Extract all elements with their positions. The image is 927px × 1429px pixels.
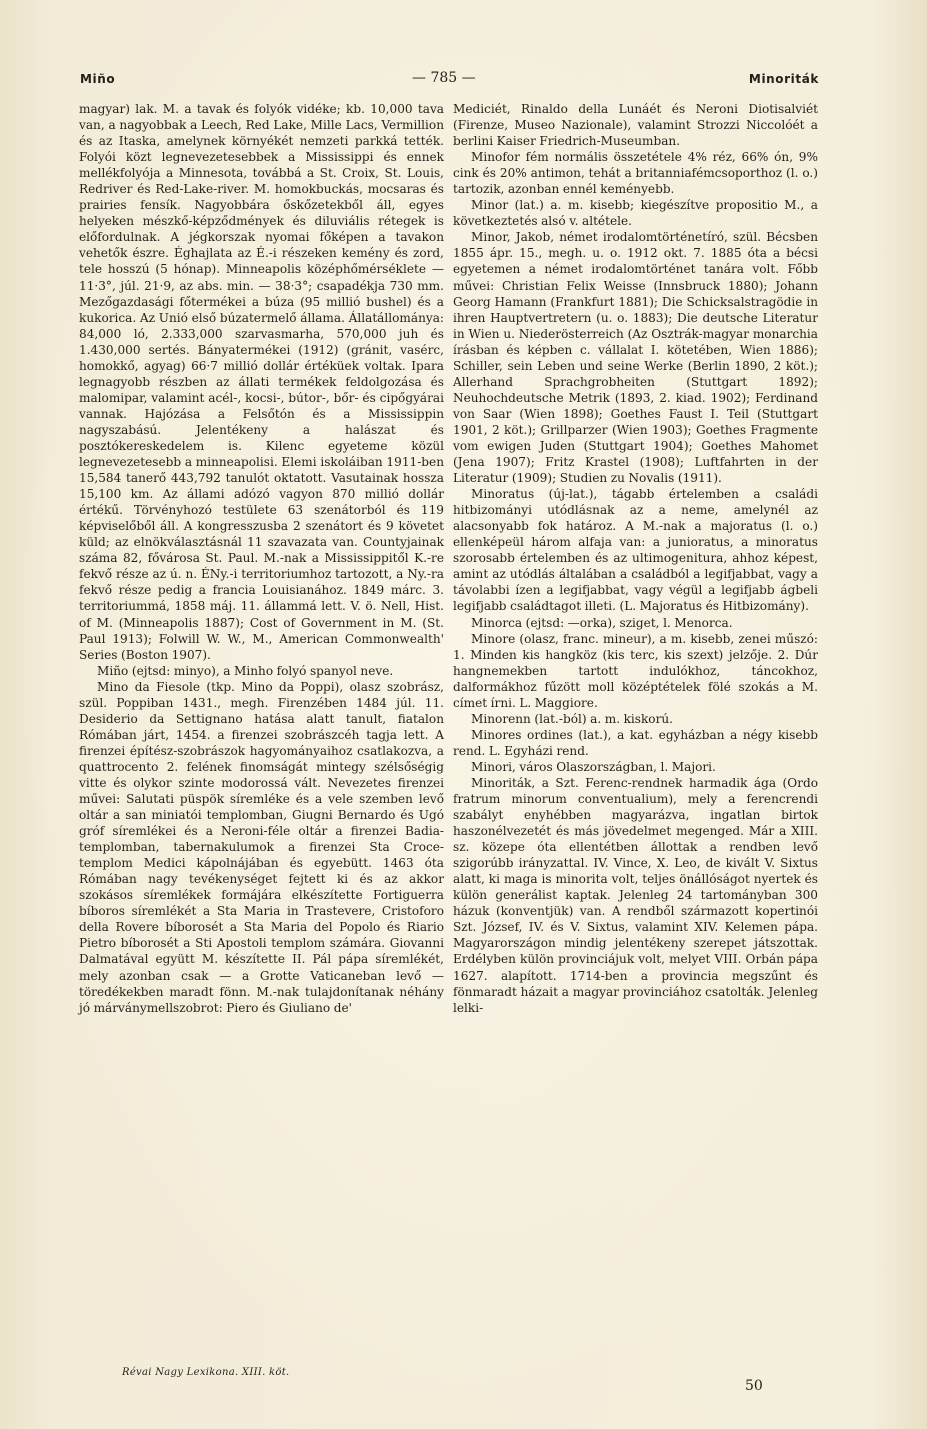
right-column bbox=[453, 101, 818, 1016]
left-column bbox=[79, 101, 444, 1016]
entry-mino: Miño (ejtsd: minyo), a Minho folyó spanyol neve. bbox=[97, 663, 394, 678]
entry-mino-da-fiesole-continued: Mediciét, Rinaldo della Lunáét és Neroni Diotisalviét (Firenze, Museo Nazionale), valamint Strozzi Niccolóét a berlini Kaiser Friedrich-Museumban. bbox=[453, 102, 818, 149]
header-left-guideword: Miño bbox=[80, 72, 116, 86]
entry-minori: Minori, város Olaszországban, l. Majori. bbox=[471, 759, 716, 774]
header-right-guideword: Minoriták bbox=[748, 72, 819, 86]
entry-minofor: Minofor fém normális összetétele 4% réz, 66% ón, 9% cink és 20% antimon, tehát a britanniafémcsoporthoz (l. o.) tartozik, azonban ennél keményebb. bbox=[453, 150, 818, 197]
entry-minorenn: Minorenn (lat.-ból) a. m. kiskorú. bbox=[471, 711, 674, 726]
page-number: — 785 — bbox=[412, 70, 476, 86]
entry-minoratus: Minoratus (új-lat.), tágabb értelemben a családi hitbizományi utódlásnak az a neme, amelynél az alacsonyabb fok határoz. A M.-nak a majoratus (l. o.) ellenképeül három alfaja van: a junioratus, a minoratus szorosabb értelemben és az ultimogenitura, ahhoz képest, amint az utódlás általában a családból a legifjabbat, vagy a távolabbi ízen a legifjabbat, vagy végül a legifjabb ágbeli legifjabb családtagot illeti. (L. Majoratus és Hitbizomány). bbox=[453, 487, 818, 614]
entry-minorca: Minorca (ejtsd: —orka), sziget, l. Menorca. bbox=[471, 615, 733, 630]
footer-imprint: Révai Nagy Lexikona. XIII. köt. bbox=[122, 1367, 290, 1378]
signature-mark: 50 bbox=[745, 1378, 763, 1394]
entry-minores-ordines: Minores ordines (lat.), a kat. egyházban a négy kisebb rend. L. Egyházi rend. bbox=[453, 727, 818, 758]
entry-minore: Minore (olasz, franc. mineur), a m. kisebb, zenei műszó: 1. Minden kis hangköz (kis terc, kis szext) jelzője. 2. Dúr hangnemekben tartott indulókhoz, táncokhoz, dalformákhoz fűzött moll középtételek fölé szokás a M. címet írni. L. Maggiore. bbox=[453, 631, 818, 710]
entry-minoritak: Minoriták, a Szt. Ferenc-rendnek harmadik ága (Ordo fratrum minorum conventualium), mely a ferencrendi szabályt enyhébben magyarázva, ingatlan birtok haszonélvezetét és más jövedelmet megenged. Már a XIII. sz. közepe óta ellentétben állottak a rendben levő szigorúbb irányzattal. IV. Vince, X. Leo, de kivált V. Sixtus alatt, ki maga is minorita volt, teljes önállóságot nyertek és külön generálist kaptak. Jelenleg 24 tartományban 300 házuk (konventjük) van. A rendből származott kopertinói Szt. József, IV. és V. Sixtus, valamint XIV. Kelemen pápa. Magyarországon mindig jelentékeny szerepet játszottak. Erdélyben külön provinciájuk volt, melyet VIII. Orbán pápa 1627. alapított. 1714-ben a provincia megszűnt és fönmaradt házait a magyar provinciához csatolták. Jelenleg lelki- bbox=[453, 775, 818, 1015]
running-header bbox=[80, 70, 819, 92]
entry-mino-da-fiesole: Mino da Fiesole (tkp. Mino da Poppi), olasz szobrász, szül. Poppiban 1431., megh. Firenzében 1484 júl. 11. Desiderio da Settignano hatása alatt tanult, fiatalon Rómában járt, 1454. a firenzei szobrászcéh tagja lett. A firenzei építész-szobrászok hagyományaihoz csatlakozva, a quattrocento 2. felének finomságát mintegy szélsőségig vitte és olykor szinte modorossá vált. Nevezetes firenzei művei: Salutati püspök síremléke és a vele szemben levő oltár a san miniatói templomban, Giugni Bernardo és Ugó gróf síremlékei és a Neroni-féle oltár a firenzei Badia-templomban, tabernakulumok a firenzei Sta Croce-templom Medici kápolnájában és egyebütt. 1463 óta Rómában nagy tevékenységet fejtett ki és az akkor szokásos síremlékek formájára elkészítette Fortiguerra bíboros síremlékét a Sta Maria in Trastevere, Cristoforo della Rovere bíborosét a Sta Maria del Popolo és Riario Pietro bíborosét a Sti Apostoli templom számára. Giovanni Dalmatával együtt M. készítette II. Pál pápa síremlékét, mely azonban csak — a Grotte Vaticaneban levő — töredékekben maradt fönn. M.-nak tulajdonítanak néhány jó márványmellszobrot: Piero és Giuliano de' bbox=[79, 679, 444, 1015]
entry-minor: Minor (lat.) a. m. kisebb; kiegészítve propositio M., a következtetés alsó v. altétele. bbox=[453, 198, 818, 229]
entry-minnesota-continued: magyar) lak. M. a tavak és folyók vidéke; kb. 10,000 tava van, a nagyobbak a Leech, Red Lake, Mille Lacs, Vermillion és az Itaska, amelynek környékét nemzeti parkká tették. Folyói közt legnevezetesebbek a Mississippi és ennek mellékfolyója a Minnesota, továbbá a St. Croix, St. Louis, Redriver és Red-Lake-river. M. homokbuckás, mocsaras és prairies fensík. Nagyobbára őskőzetekből áll, egyes helyeken mészkő-képződmények és diluviális rétegek is előfordulnak. A jégkorszak nyomai főképen a tavakon vehetők észre. Éghajlata az É.-i részeken kemény és zord, tele hosszú (5 hónap). Minneapolis középhőmérséklete — 11·3°, júl. 21·9, az abs. min. — 38·3°; csapadékja 730 mm. Mezőgazdasági főtermékei a búza (95 millió bushel) és a kukorica. Az Unió első búzatermelő állama. Állatállománya: 84,000 ló, 2.333,000 szarvasmarha, 570,000 juh és 1.430,000 sertés. Bányatermékei (1912) (gránit, vasérc, homokkő, agyag) 66·7 millió dollár értéküek voltak. Ipara legnagyobb részben az állati termékek feldolgozása és malomipar, valamint acél-, kocsi-, bútor-, bőr- és cipőgyárai vannak. Hajózása a Felsőtón és a Mississippin nagyszabású. Jelentékeny a halászat és posztókereskedelem is. Kilenc egyeteme közül legnevezetesebb a minneapolisi. Elemi iskoláiban 1911-ben 15,584 tanerő 443,792 tanulót oktatott. Vasutainak hossza 15,100 km. Az állami adózó vagyon 870 millió dollár értékű. Törvényhozó testülete 63 szenátorból és 119 képviselőből áll. A kongresszusba 2 szenátort és 9 követet küld; az elnökválasztásnál 11 szavazata van. Countyjainak száma 82, fővárosa St. Paul. M.-nak a Mississippitől K.-re fekvő része az ú. n. ÉNy.-i territoriumhoz tartozott, a Ny.-ra fekvő része pedig a francia Louisianához. 1849 márc. 3. territoriummá, 1858 máj. 11. állammá lett. V. ö. Nell, Hist. of M. (Minneapolis 1887); Cost of Government in M. (St. Paul 1913); Folwill W. W., M., American Commonwealth' Series (Boston 1907). bbox=[79, 102, 444, 662]
entry-minor-jakob: Minor, Jakob, német irodalomtörténetíró, szül. Bécsben 1855 ápr. 15., megh. u. o. 1912 okt. 7. 1885 óta a bécsi egyetemen a német irodalomtörténet tanára volt. Főbb művei: Christian Felix Weisse (Innsbruck 1880); Johann Georg Hamann (Frankfurt 1881); Die Schicksalstragödie in ihren Hauptvertretern (u. o. 1883); Die deutsche Literatur in Wien u. Niederösterreich (Az Osztrák-magyar monarchia írásban és képben c. vállalat I. kötetében, Wien 1886); Schiller, sein Leben und seine Werke (Berlin 1890, 2 köt.); Allerhand Sprachgrobheiten (Stuttgart 1892); Neuhochdeutsche Metrik (1893, 2. kiad. 1902); Ferdinand von Saar (Wien 1898); Goethes Faust I. Teil (Stuttgart 1901, 2 köt.); Grillparzer (Wien 1903); Goethes Fragmente vom ewigen Juden (Stuttgart 1904); Goethes Mahomet (Jena 1907); Fritz Krastel (1908); Luftfahrten in der Literatur (1909); Studien zu Novalis (1911). bbox=[453, 230, 818, 486]
